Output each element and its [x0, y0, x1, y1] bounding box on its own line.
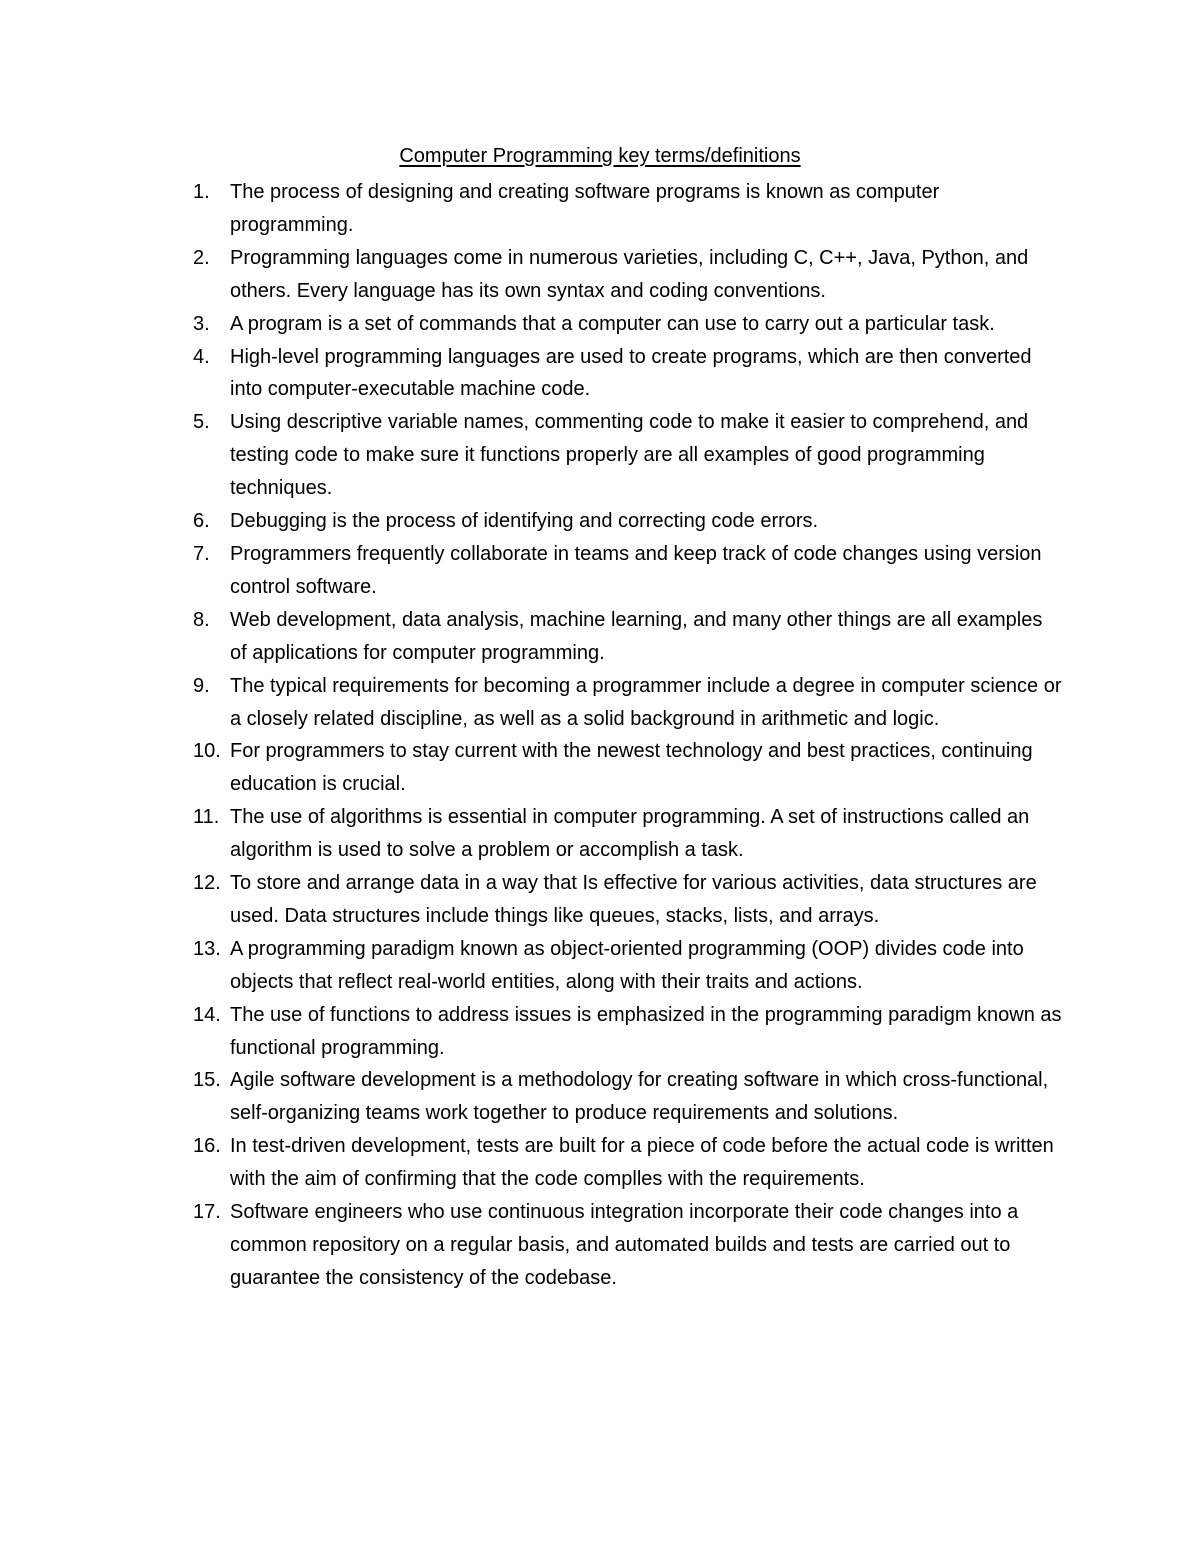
item-number: 1.: [193, 181, 210, 203]
list-item: [193, 242, 1063, 308]
item-number: 17.: [193, 1201, 221, 1224]
list-item: [193, 1196, 1063, 1295]
definitions-list: [193, 176, 1063, 1295]
item-text: Debugging is the process of identifying and correcting code errors.: [230, 510, 819, 533]
item-text: High-level programming languages are used to create programs, which are then converted into computer-executable machine code.: [230, 345, 1032, 401]
item-number: 7.: [193, 542, 210, 565]
page-title: Computer Programming key terms/definitions: [399, 145, 801, 167]
list-item: [193, 406, 1063, 505]
list-item: [193, 604, 1063, 670]
item-text: Web development, data analysis, machine learning, and many other things are all examples of applications for computer programming.: [230, 608, 1043, 664]
item-text: Programming languages come in numerous varieties, including C, C++, Java, Python, and others. Every language has its own syntax and coding conventions.: [230, 246, 1029, 302]
list-item: [193, 505, 1063, 538]
item-text: The use of algorithms is essential in computer programming. A set of instructions called an algorithm is used to solve a problem or accomplish a task.: [230, 806, 1030, 862]
item-text: Using descriptive variable names, commenting code to make it easier to comprehend, and testing code to make sure it functions properly are all examples of good programming techniques.: [230, 411, 1029, 500]
item-text: A program is a set of commands that a computer can use to carry out a particular task.: [230, 312, 995, 335]
list-item: [193, 308, 1063, 341]
item-number: 13.: [193, 937, 221, 960]
list-item: [193, 538, 1063, 604]
list-item: [193, 999, 1063, 1065]
item-number: 8.: [193, 608, 210, 631]
item-text: In test-driven development, tests are built for a piece of code before the actual code is written with the aim of confirming that the code complles with the requirements.: [230, 1135, 1054, 1191]
item-number: 12.: [193, 872, 221, 895]
item-text: For programmers to stay current with the newest technology and best practices, continuing education is crucial.: [230, 740, 1033, 796]
item-number: 9.: [193, 674, 210, 697]
item-text: Programmers frequently collaborate in teams and keep track of code changes using version control software.: [230, 542, 1042, 598]
item-text: To store and arrange data in a way that Is effective for various activities, data structures are used. Data structures include things like queues, stacks, lists, and arrays.: [230, 872, 1037, 927]
item-text: Agile software development is a methodology for creating software in which cross-functional, self-organizing teams work together to produce requirements and solutions.: [230, 1069, 1049, 1125]
list-item: [193, 176, 1063, 242]
list-item: [193, 735, 1063, 801]
item-text: Software engineers who use continuous integration incorporate their code changes into a common repository on a regular basis, and automated builds and tests are carried out to guarantee the consistency of the codebase.: [230, 1201, 1019, 1289]
list-item: [193, 341, 1063, 407]
item-number: 14.: [193, 1003, 221, 1026]
item-number: 3.: [193, 312, 210, 335]
item-text: A programming paradigm known as object-oriented programming (OOP) divides code into objects that reflect real-world entities, along with their traits and actions.: [230, 937, 1024, 993]
list-item: [193, 670, 1063, 736]
item-text: The use of functions to address issues is emphasized in the programming paradigm known as functional programming.: [230, 1003, 1062, 1059]
list-item: [193, 933, 1063, 999]
item-text: The process of designing and creating software programs is known as computer programming.: [230, 181, 940, 236]
list-item: [193, 1064, 1063, 1130]
item-number: 6.: [193, 510, 210, 533]
list-item: [193, 1130, 1063, 1196]
item-text: The typical requirements for becoming a programmer include a degree in computer science or a closely related discipline, as well as a solid background in arithmetic and logic.: [230, 674, 1062, 730]
item-number: 10.: [193, 740, 221, 763]
list-item: [193, 867, 1063, 933]
item-number: 11.: [193, 806, 220, 829]
item-number: 15.: [193, 1069, 221, 1092]
item-number: 2.: [193, 246, 210, 269]
list-item: [193, 801, 1063, 867]
item-number: 5.: [193, 411, 210, 434]
item-number: 16.: [193, 1135, 221, 1158]
item-number: 4.: [193, 345, 210, 368]
